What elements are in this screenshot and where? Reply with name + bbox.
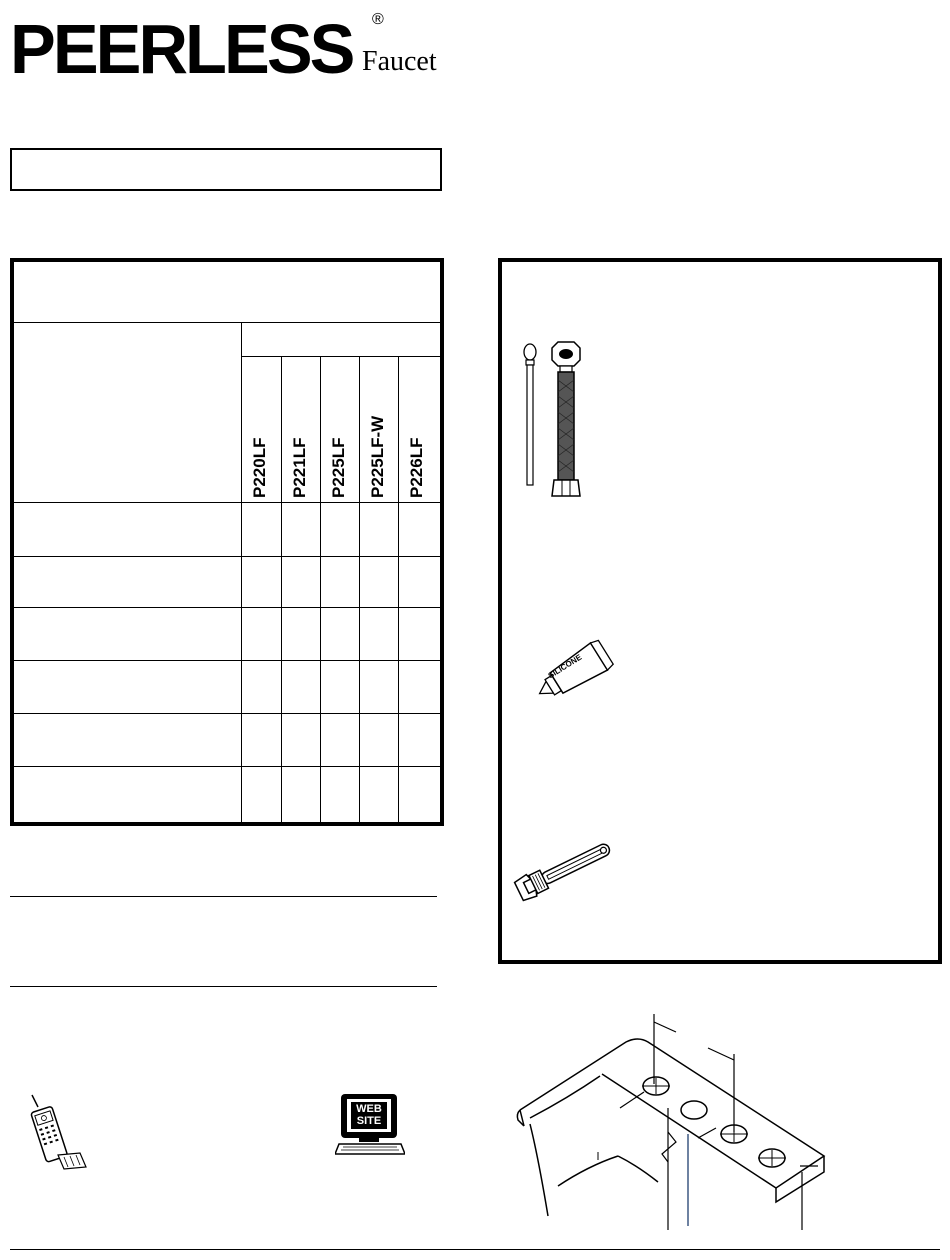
model-label-p220lf: P220LF: [250, 437, 269, 498]
table-col-divider: [241, 322, 242, 822]
model-header-divider: [241, 356, 440, 357]
countertop-diagram: [508, 1006, 838, 1230]
silicone-tube-icon: [516, 636, 626, 712]
section-divider: [10, 896, 437, 897]
table-col-divider: [281, 356, 282, 822]
website-label-line1: WEB: [356, 1103, 382, 1115]
phone-icon: [28, 1093, 90, 1173]
silicone-label: SILICONE: [546, 652, 584, 681]
title-box: [10, 148, 442, 191]
table-row-divider: [14, 660, 440, 661]
page-footer-rule: [10, 1249, 940, 1250]
wrench-icon: [508, 834, 618, 906]
table-col-divider: [320, 356, 321, 822]
table-row-divider: [14, 766, 440, 767]
model-label-p225lf: P225LF: [329, 437, 348, 498]
tools-box: [498, 258, 942, 964]
website-label-line2: SITE: [356, 1115, 382, 1127]
table-row-divider: [14, 607, 440, 608]
registered-mark: ®: [372, 11, 384, 28]
table-header-divider: [14, 322, 440, 323]
table-row-divider: [14, 502, 440, 503]
model-label-p226lf: P226LF: [407, 437, 426, 498]
model-label-p221lf: P221LF: [290, 437, 309, 498]
section-divider: [10, 986, 437, 987]
website-icon: [335, 1092, 405, 1160]
table-col-divider: [398, 356, 399, 822]
brand-subtitle: Faucet: [362, 46, 437, 77]
table-row-divider: [14, 556, 440, 557]
table-row-divider: [14, 713, 440, 714]
table-col-divider: [359, 356, 360, 822]
model-label-p225lf-w: P225LF-W: [368, 415, 387, 498]
supply-lines-icon: [518, 340, 602, 500]
model-table: [10, 258, 444, 826]
brand-logo: PEERLESS: [10, 10, 353, 88]
